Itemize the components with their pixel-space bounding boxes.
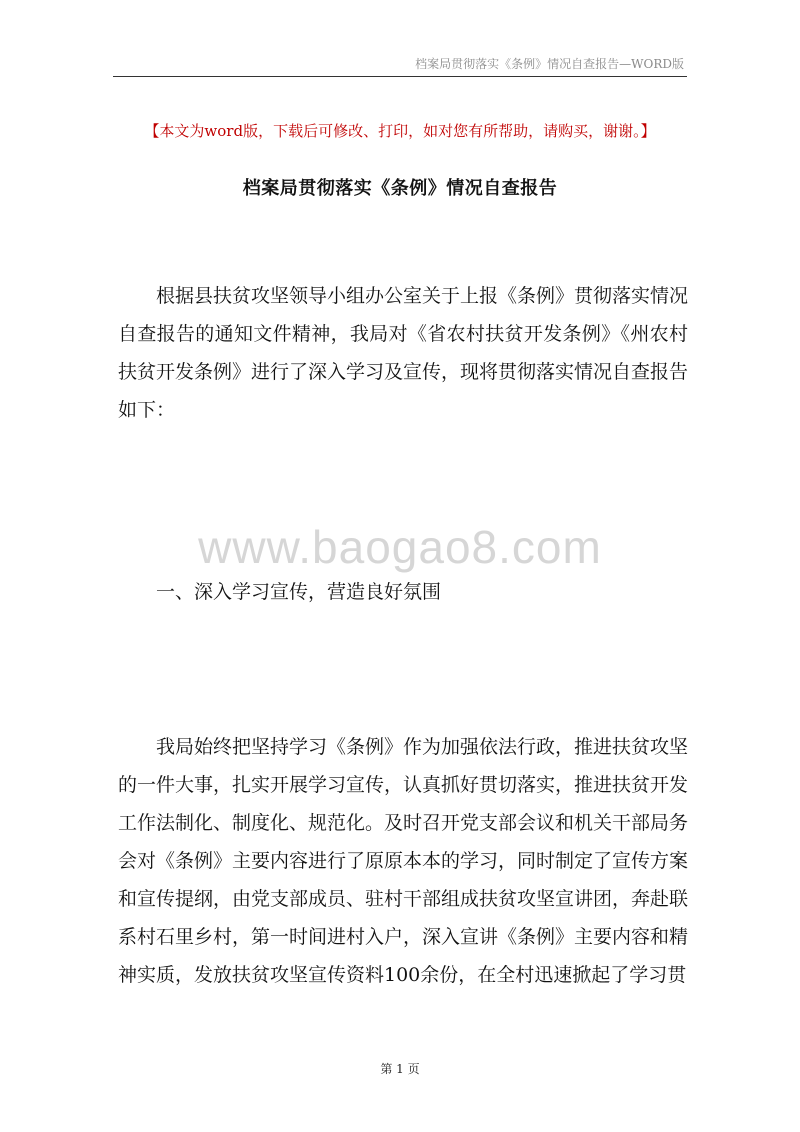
intro-paragraph: 根据县扶贫攻坚领导小组办公室关于上报《条例》贯彻落实情况自查报告的通知文件精神，我局对《省农村扶贫开发条例》《州农村扶贫开发条例》进行了深入学习及宣传，现将贯彻落实情况自查报告如下： — [118, 285, 689, 421]
section-heading: 一、深入学习宣传，营造良好氛围 — [156, 581, 442, 603]
download-notice: 【本文为word版，下载后可修改、打印，如对您有所帮助，请购买，谢谢。】 — [144, 122, 656, 140]
header-divider — [113, 76, 687, 77]
body-paragraph: 我局始终把坚持学习《条例》作为加强依法行政，推进扶贫攻坚的一件大事，扎实开展学习宣传，认真抓好贯切落实，推进扶贫开发工作法制化、制度化、规范化。及时召开党支部会议和机关干部局务会对《条例》主要内容进行了原原本本的学习，同时制定了宣传方案和宣传提纲，由党支部成员、驻村干部组成扶贫攻坚宣讲团，奔赴联系村石里乡村，第一时间进村入户，深入宣讲《条例》主要内容和精神实质，发放扶贫攻坚宣传资料100余份，在全村迅速掀起了学习贯 — [118, 736, 689, 986]
page-title: 档案局贯彻落实《条例》情况自查报告 — [242, 178, 558, 199]
watermark: www.baogao8.com — [198, 521, 602, 573]
page-number: 第 1 页 — [380, 1062, 420, 1076]
running-header: 档案局贯彻落实《条例》情况自查报告—WORD版 — [415, 57, 684, 71]
